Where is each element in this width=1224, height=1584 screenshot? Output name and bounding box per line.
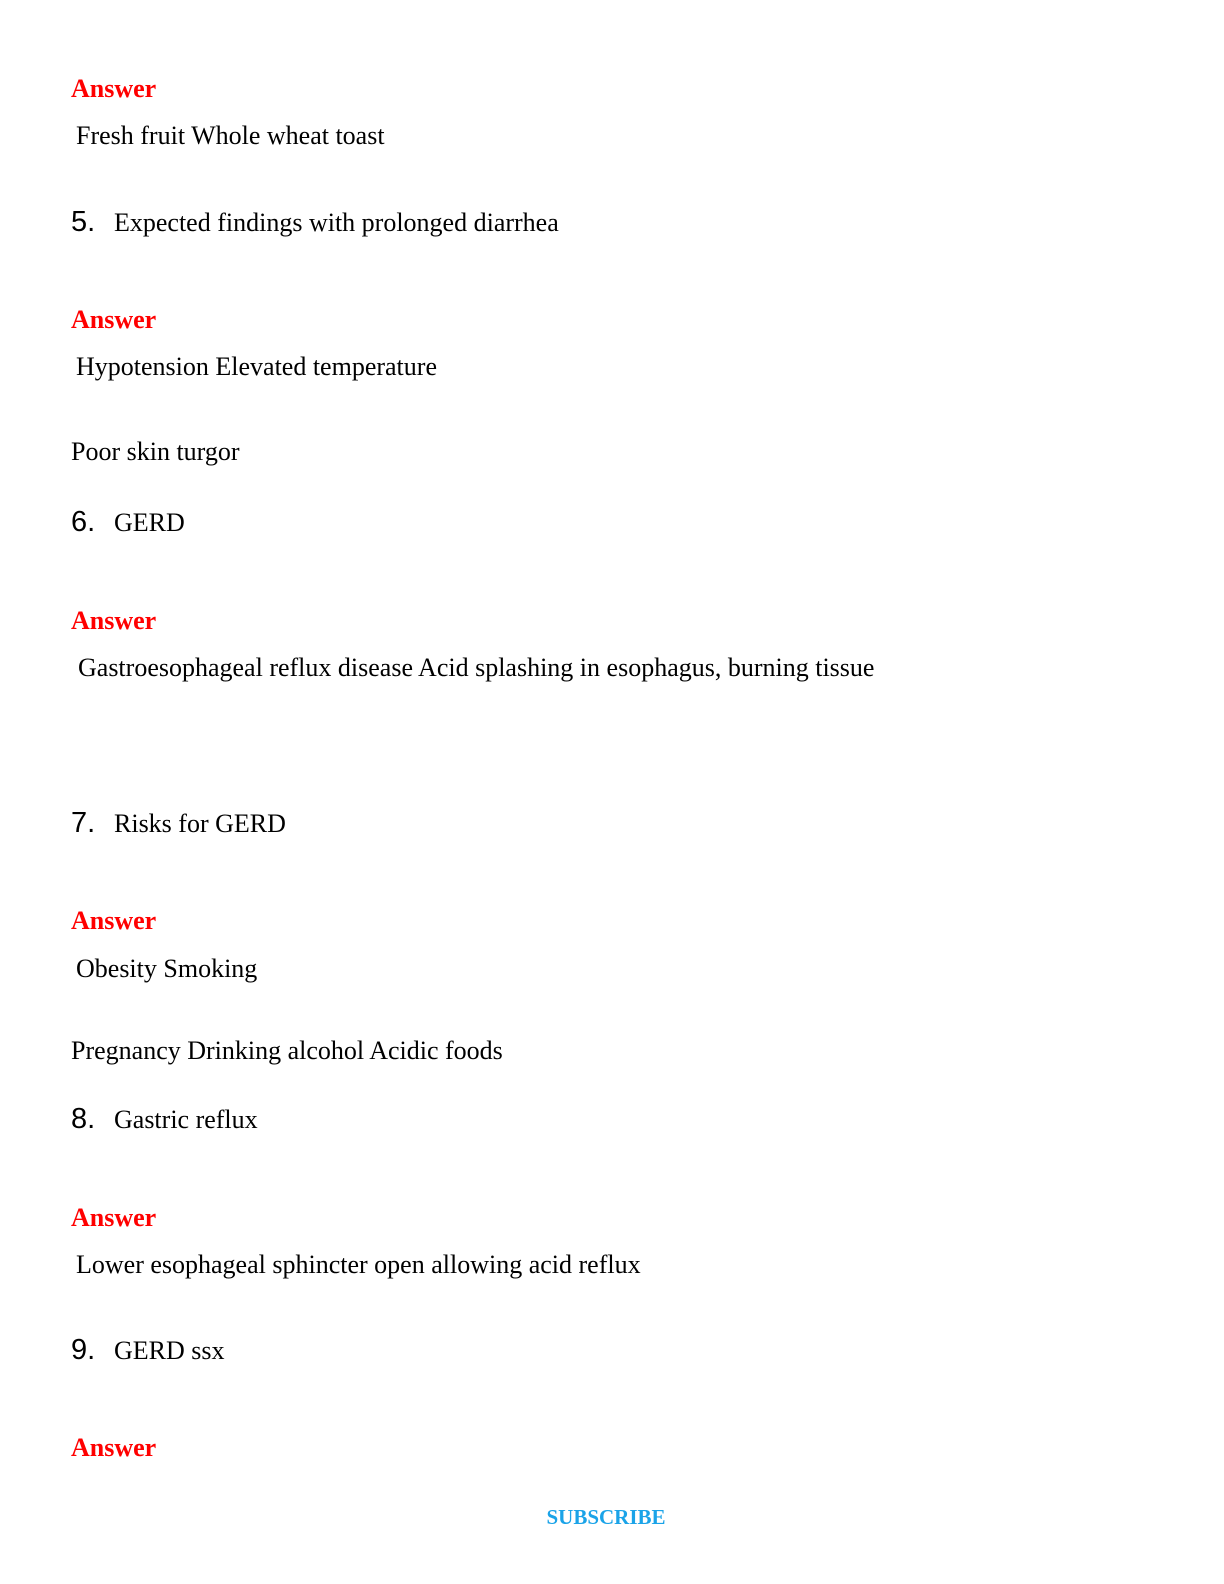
question-item [71, 809, 286, 838]
question-text: Risks for GERD [114, 809, 286, 838]
question-number: 7. [71, 807, 96, 839]
answer-text: Obesity Smoking [76, 954, 258, 983]
answer-text: Lower esophageal sphincter open allowing acid reflux [76, 1250, 641, 1279]
question-item [71, 508, 185, 537]
answer-text-continued: Pregnancy Drinking alcohol Acidic foods [71, 1036, 503, 1065]
answer-label: Answer [71, 1433, 157, 1462]
answer-label: Answer [71, 305, 157, 334]
answer-label: Answer [71, 1203, 157, 1232]
question-number: 5. [71, 206, 96, 238]
answer-text: Gastroesophageal reflux disease Acid splashing in esophagus, burning tissue [78, 653, 875, 682]
answer-label: Answer [71, 606, 157, 635]
answer-text: Fresh fruit Whole wheat toast [76, 121, 385, 150]
question-item [71, 1336, 225, 1365]
question-number: 6. [71, 506, 96, 538]
answer-label: Answer [71, 74, 157, 103]
question-item [71, 1105, 258, 1134]
answer-text-continued: Poor skin turgor [71, 437, 240, 466]
question-number: 9. [71, 1334, 96, 1366]
question-text: Gastric reflux [114, 1105, 258, 1134]
question-text: GERD ssx [114, 1336, 225, 1365]
subscribe-link[interactable]: SUBSCRIBE [546, 1505, 666, 1529]
answer-text: Hypotension Elevated temperature [76, 352, 437, 381]
answer-label: Answer [71, 906, 157, 935]
question-text: Expected findings with prolonged diarrhea [114, 208, 559, 237]
question-text: GERD [114, 508, 185, 537]
question-number: 8. [71, 1103, 96, 1135]
question-item [71, 208, 559, 237]
